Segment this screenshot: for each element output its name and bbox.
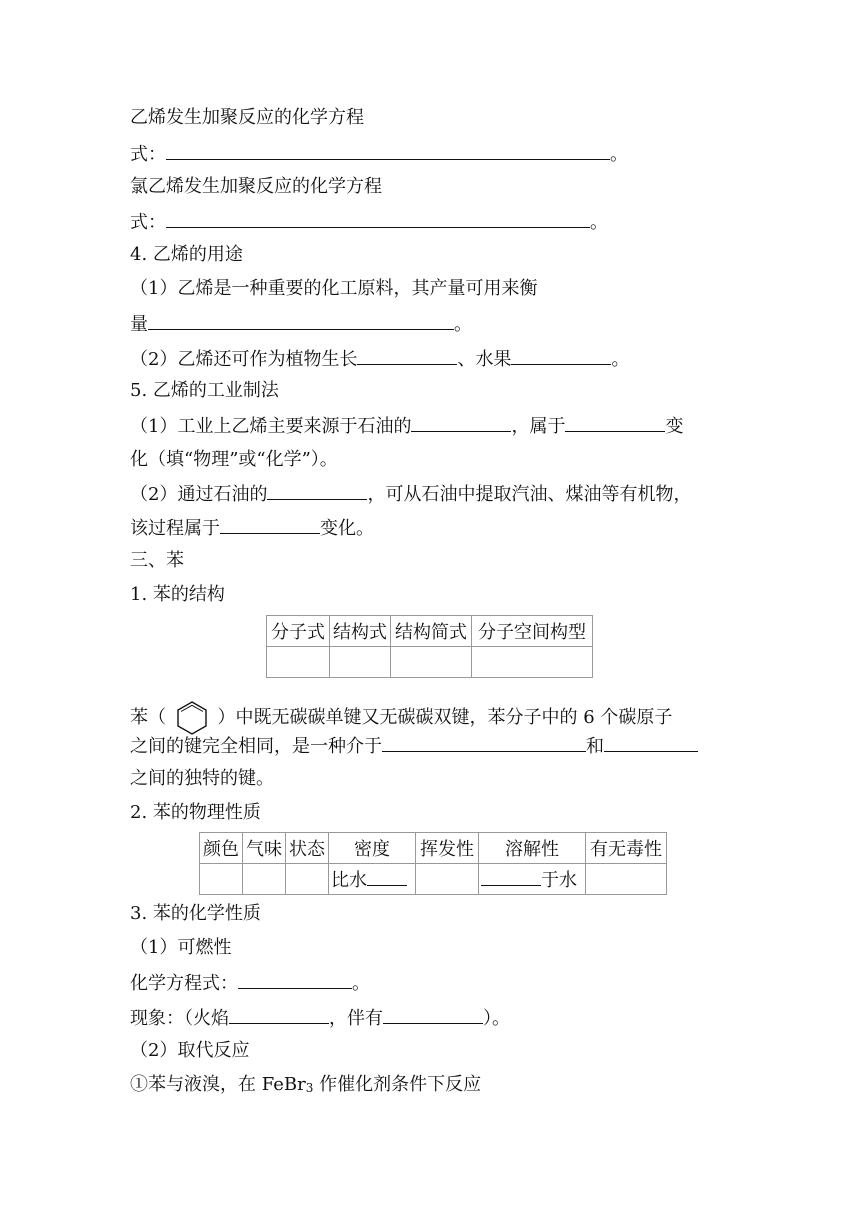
table-header: 气味 (243, 833, 286, 864)
answer-blank[interactable] (220, 515, 320, 534)
answer-blank[interactable] (166, 209, 590, 228)
table-cell[interactable] (472, 647, 593, 678)
text-line: 化（填“物理”或“化学”）。 (130, 449, 338, 470)
answer-blank[interactable] (511, 346, 611, 365)
text-line (130, 141, 628, 167)
table-header: 溶解性 (479, 833, 586, 864)
table-cell[interactable] (586, 864, 667, 895)
table-header: 有无毒性 (586, 833, 667, 864)
text-line (130, 1005, 510, 1031)
label: ，伴有 (329, 1008, 383, 1029)
label: （1）工业上乙烯主要来源于石油的 (130, 416, 412, 437)
label: 该过程属于 (130, 518, 220, 539)
label: 现象：（火焰 (130, 1008, 229, 1029)
section-heading: 4. 乙烯的用途 (130, 244, 243, 265)
text-line (130, 481, 691, 507)
label: 和 (586, 736, 604, 757)
table-cell[interactable] (243, 864, 286, 895)
label: ）中既无碳碳单键又无碳碳双键，苯分子中的 6 个碳原子 (217, 707, 673, 728)
label: 作催化剂条件下反应 (313, 1074, 482, 1095)
text-line (130, 1073, 481, 1098)
answer-blank[interactable] (166, 141, 610, 160)
label: 比水 (331, 870, 367, 891)
benzene-physical-table (199, 832, 667, 895)
text-line (130, 515, 374, 541)
label: 量 (130, 314, 148, 335)
label: 变 (665, 416, 684, 437)
answer-blank[interactable] (382, 733, 586, 752)
label: ，可从石油中提取汽油、煤油等有机物， (367, 484, 692, 505)
label: ①苯与液溴，在 FeBr (130, 1074, 306, 1095)
table-header: 密度 (329, 833, 416, 864)
table-cell[interactable] (286, 864, 329, 895)
subsection-heading: 2. 苯的物理性质 (130, 802, 261, 823)
subsection-heading: 1. 苯的结构 (130, 584, 225, 605)
text-line (130, 970, 370, 996)
table-header: 分子式 (267, 616, 330, 647)
label: 苯（ (130, 707, 166, 728)
label: 变化。 (320, 518, 374, 539)
table-header: 挥发性 (416, 833, 479, 864)
table-header: 颜色 (200, 833, 243, 864)
table-header: 分子空间构型 (472, 616, 593, 647)
label: 化学方程式： (130, 973, 238, 994)
benzene-ring-icon (172, 698, 212, 738)
table-cell[interactable] (267, 647, 330, 678)
answer-blank[interactable] (411, 413, 511, 432)
label: 式： (130, 212, 166, 233)
answer-blank[interactable] (565, 413, 665, 432)
label: （2）乙烯还可作为植物生长 (130, 349, 358, 370)
table-cell[interactable] (391, 647, 472, 678)
table-header: 状态 (286, 833, 329, 864)
text-line (130, 698, 672, 738)
punct: 。 (610, 144, 628, 165)
answer-blank[interactable] (229, 1005, 329, 1024)
punct: 。 (454, 314, 472, 335)
answer-blank[interactable] (604, 733, 698, 752)
text-line: （1）乙烯是一种重要的化工原料，其产量可用来衡 (130, 278, 538, 299)
answer-blank[interactable] (267, 481, 367, 500)
benzene-structure-table (266, 615, 593, 678)
table-header: 结构简式 (391, 616, 472, 647)
answer-blank[interactable] (238, 970, 352, 989)
answer-blank[interactable] (383, 1005, 483, 1024)
table-cell[interactable] (330, 647, 391, 678)
subscript: 3 (305, 1081, 314, 1095)
text-line: 之间的独特的键。 (130, 768, 274, 789)
table-cell[interactable] (200, 864, 243, 895)
subsection-heading: 3. 苯的化学性质 (130, 903, 261, 924)
label: 于水 (541, 870, 577, 891)
punct: 。 (352, 973, 370, 994)
text-line (130, 209, 608, 235)
answer-blank[interactable] (367, 867, 407, 886)
solubility-cell (479, 864, 586, 895)
text-line (130, 733, 698, 759)
text-line: 氯乙烯发生加聚反应的化学方程 (130, 176, 382, 197)
table-header: 结构式 (330, 616, 391, 647)
punct: 。 (590, 212, 608, 233)
answer-blank[interactable] (357, 346, 457, 365)
label: 、水果 (457, 349, 512, 370)
section-heading: 5. 乙烯的工业制法 (130, 380, 279, 401)
label: 之间的键完全相同，是一种介于 (130, 736, 382, 757)
text-line (130, 311, 472, 337)
text-line (130, 413, 683, 439)
answer-blank[interactable] (481, 867, 541, 886)
text-line: 乙烯发生加聚反应的化学方程 (130, 107, 364, 128)
label: ，属于 (511, 416, 566, 437)
label: ）。 (483, 1008, 510, 1029)
label: 式： (130, 144, 166, 165)
table-cell[interactable] (416, 864, 479, 895)
label: （2）通过石油的 (130, 484, 268, 505)
text-line: （1）可燃性 (130, 937, 232, 958)
punct: 。 (611, 349, 630, 370)
text-line: （2）取代反应 (130, 1040, 250, 1061)
answer-blank[interactable] (148, 311, 454, 330)
density-cell (329, 864, 416, 895)
text-line (130, 346, 629, 372)
section-heading: 三、苯 (130, 550, 184, 571)
